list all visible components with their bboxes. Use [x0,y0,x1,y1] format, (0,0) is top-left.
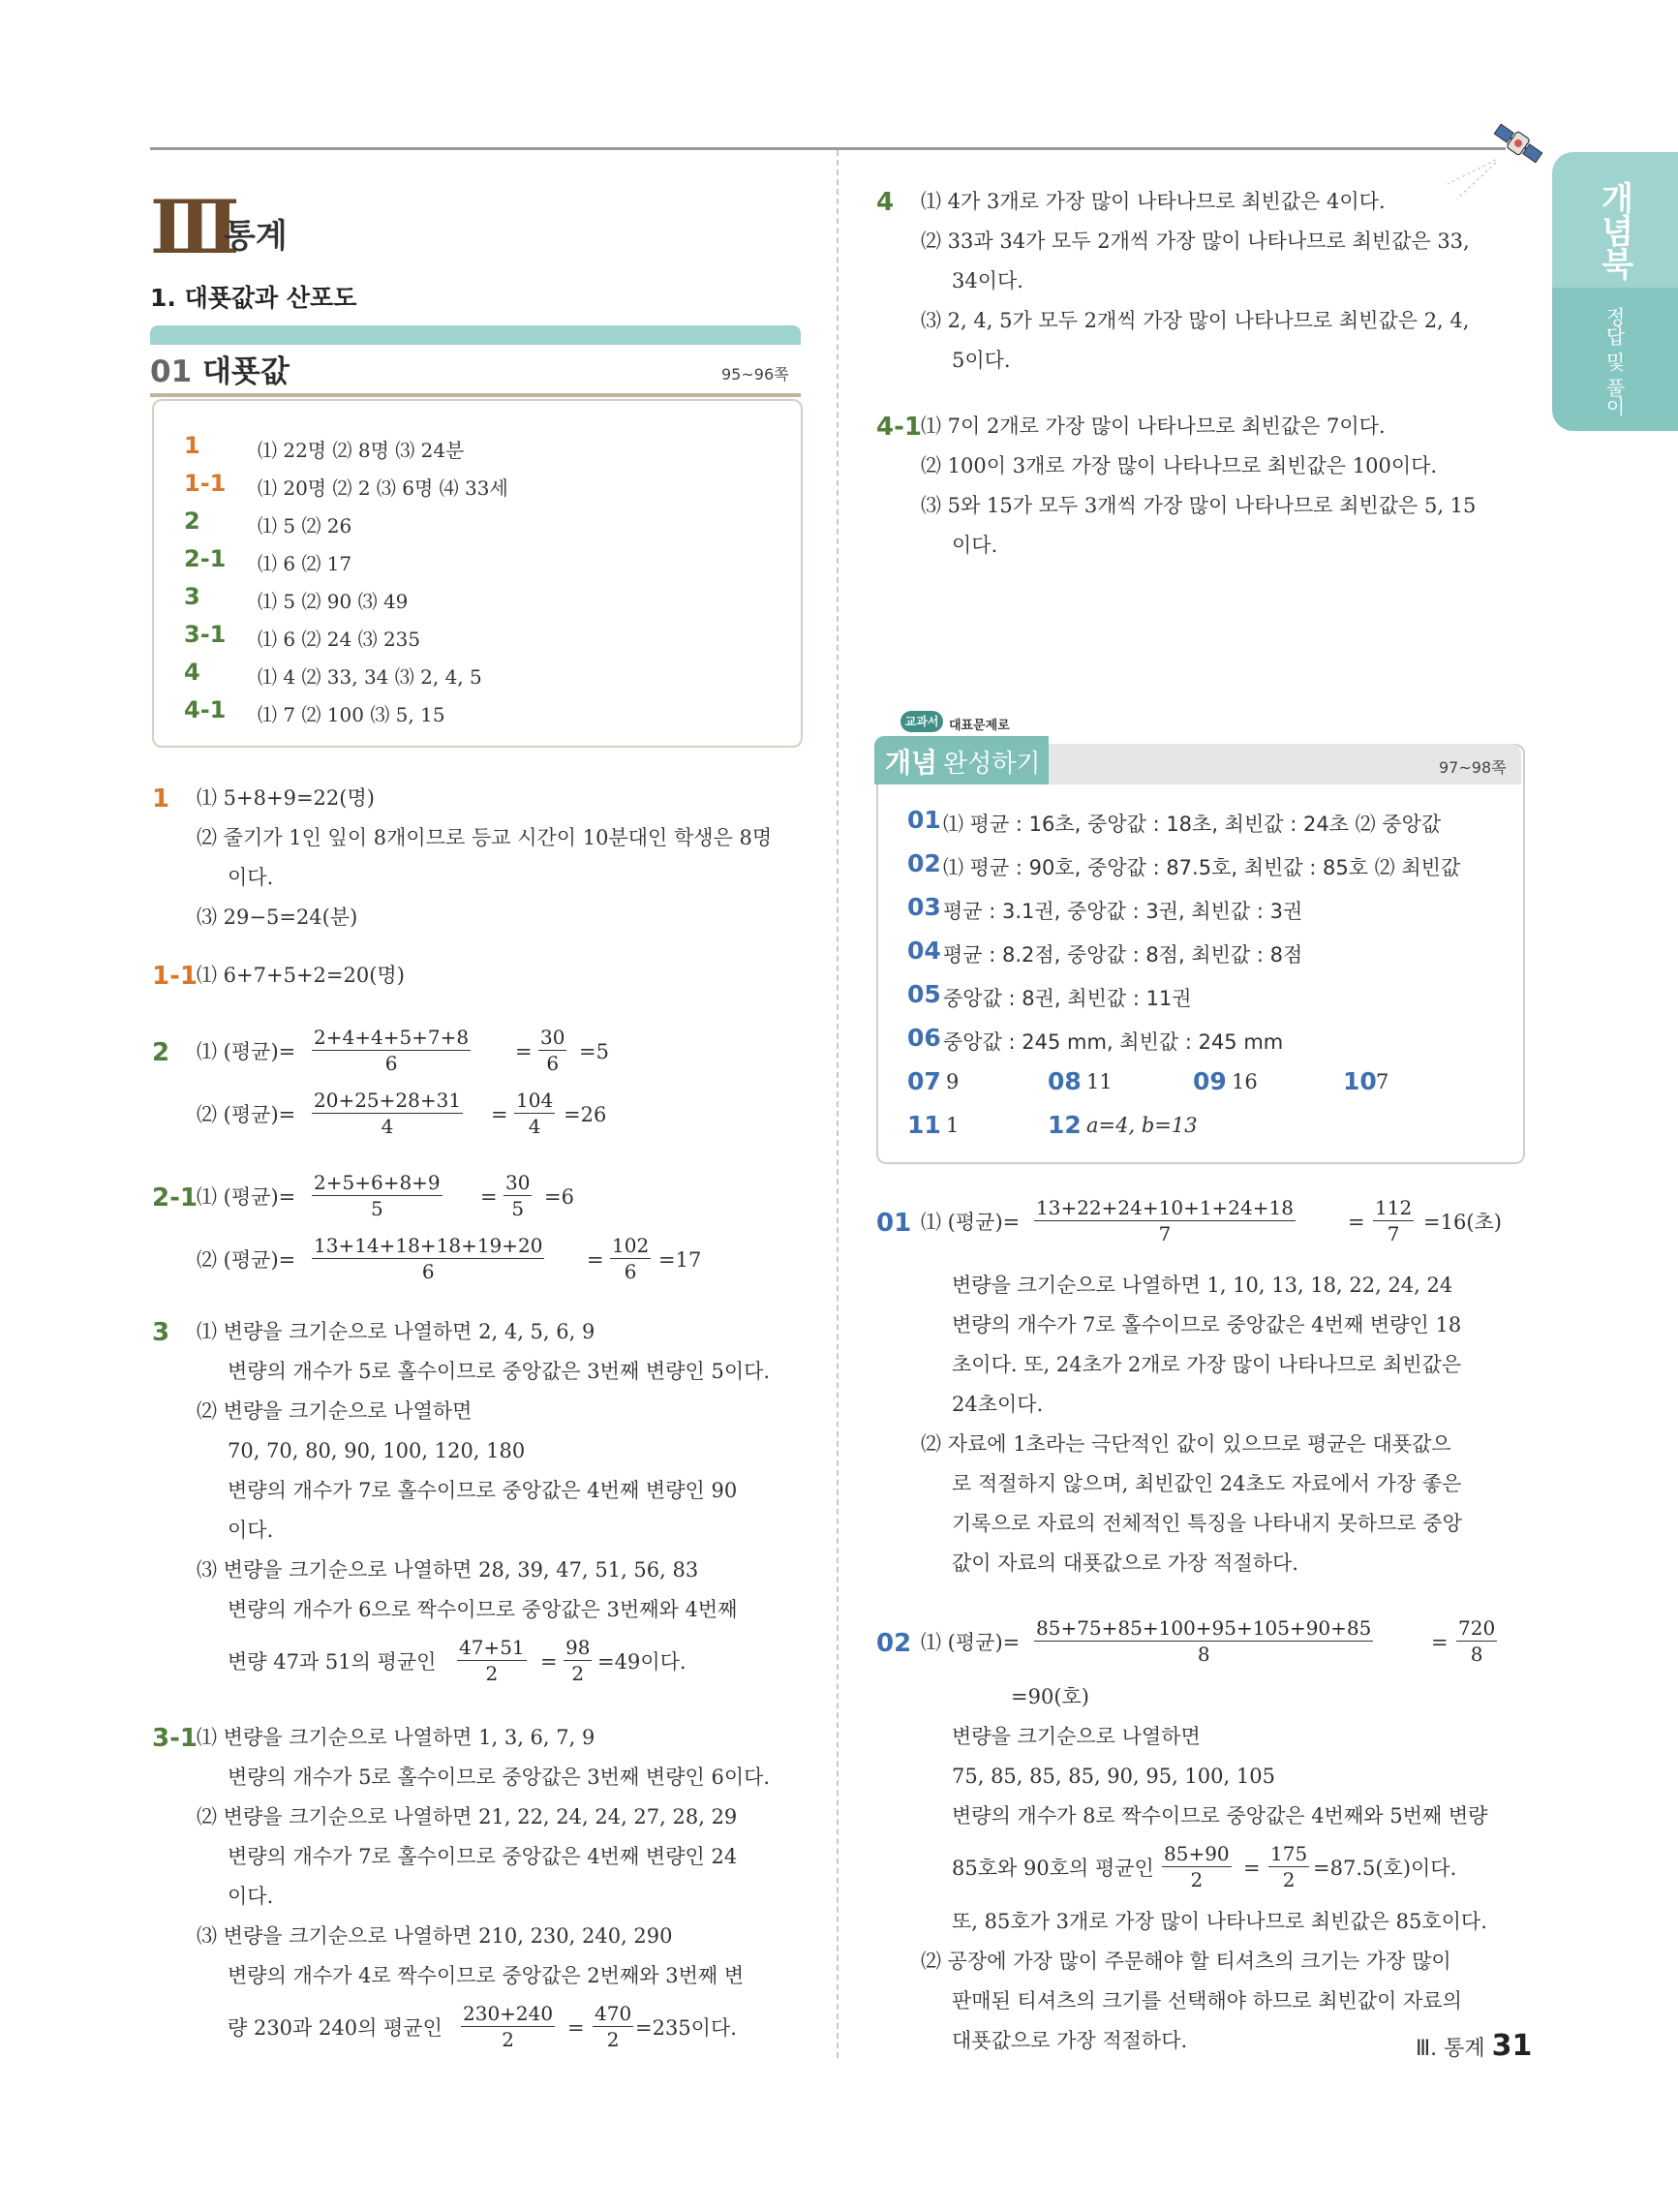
sol-num: 4-1 [876,413,922,442]
sol-text: ⑴ (평균)= [921,1211,1021,1234]
chapter-name: 통계 [224,217,288,256]
fraction: $\frac{47+51}{2}$ [459,1636,525,1685]
lesson-heading [150,347,290,390]
concept-ans: a=4, b=13 [1086,1114,1198,1137]
sol-line: 값이 자료의 대푯값으로 가장 적절하다. [952,1551,1298,1575]
concept-ans: ⑴ 평균 : 16초, 중앙값 : 18초, 최빈값 : 24초 ⑵ 중앙값 [943,813,1442,836]
sol-line: 변량의 개수가 7로 홀수이므로 중앙값은 4번째 변량인 90 [228,1479,738,1502]
concept-num: 07 [907,1067,941,1095]
sol-line: 로 적절하지 않으며, 최빈값인 24초도 자료에서 가장 좋은 [952,1472,1462,1495]
sol-line: ⑶ 변량을 크기순으로 나열하면 28, 39, 47, 51, 56, 83 [197,1558,699,1582]
concept-num: 03 [907,893,941,921]
sol-line: ⑵ 변량을 크기순으로 나열하면 21, 22, 24, 24, 27, 28, 29 [197,1805,738,1828]
fraction: $\frac{2+5+6+8+9}{5}$ [314,1171,441,1220]
sol-num: 02 [876,1629,912,1658]
key-num: 1-1 [184,470,227,497]
fraction: $\frac{175}{2}$ [1270,1842,1308,1891]
side-tab-main: 개념북 [1595,181,1633,280]
sol-text: =6 [544,1185,574,1209]
fraction: $\frac{30}{6}$ [540,1026,565,1075]
concept-ans: 11 [1086,1070,1113,1093]
sol-line: 이다. [228,1885,274,1908]
sol-text: = [540,1650,558,1674]
chapter-roman: Ⅲ [150,184,238,270]
sol-line: 변량의 개수가 8로 짝수이므로 중앙값은 4번째와 5번째 변량 [952,1804,1488,1828]
sol-line: 또, 85호가 3개로 가장 많이 나타나므로 최빈값은 85호이다. [952,1910,1487,1933]
sol-line: 변량을 크기순으로 나열하면 [952,1725,1201,1748]
key-ans: ⑴ 20명 ⑵ 2 ⑶ 6명 ⑷ 33세 [258,476,508,500]
section-title: 1. 대푯값과 산포도 [150,284,357,312]
sol-line: 34이다. [952,269,1023,292]
badge-subtitle: 대표문제로 [949,719,1010,733]
sol-line: ⑴ 변량을 크기순으로 나열하면 1, 3, 6, 7, 9 [197,1726,595,1749]
concept-ans: 중앙값 : 245 mm, 최빈값 : 245 mm [943,1030,1284,1054]
sol-text: ⑴ (평균)= [197,1185,296,1209]
lesson-band [150,325,801,345]
sol-num: 2 [152,1038,170,1067]
signal-lines-icon [1443,155,1501,203]
concept-label-2: 완성하기 [943,750,1041,779]
sol-text: ⑴ (평균)= [197,1040,296,1063]
concept-num: 11 [907,1111,941,1139]
sol-text: =5 [579,1040,609,1063]
fraction: $\frac{13+22+24+10+1+24+18}{7}$ [1036,1196,1294,1245]
fraction: $\frac{13+14+18+18+19+20}{6}$ [314,1234,543,1283]
key-num: 4-1 [184,696,227,723]
sol-text: = [491,1103,508,1126]
concept-ans: ⑴ 평균 : 90호, 중앙값 : 87.5호, 최빈값 : 85호 ⑵ 최빈값 [943,856,1461,879]
sol-text: = [587,1248,604,1272]
sol-line: 75, 85, 85, 85, 90, 95, 100, 105 [952,1765,1275,1788]
sol-line: 5이다. [952,349,1011,372]
sol-text: =87.5(호)이다. [1313,1857,1457,1880]
sol-line: 변량을 크기순으로 나열하면 1, 10, 13, 18, 22, 24, 24 [952,1274,1453,1297]
sol-num: 3 [152,1318,170,1347]
sol-line: ⑵ 자료에 1초라는 극단적인 값이 있으므로 평균은 대푯값으 [921,1432,1451,1456]
sol-text: 량 230과 240의 평균인 [228,2016,442,2040]
sol-text: =235이다. [635,2016,737,2040]
fraction: $\frac{230+240}{2}$ [463,2002,554,2051]
sol-text: = [515,1040,533,1063]
sol-line: 변량의 개수가 4로 짝수이므로 중앙값은 2번째와 3번째 변 [228,1964,745,1987]
concept-ans: 평균 : 3.1권, 중앙값 : 3권, 최빈값 : 3권 [943,900,1303,923]
sol-num: 01 [876,1209,912,1238]
column-divider [837,150,839,2058]
side-tab-sub: 정답 및 풀이 [1602,307,1626,416]
sol-text: = [1431,1631,1449,1654]
concept-ans: 중앙값 : 8권, 최빈값 : 11권 [943,987,1192,1010]
sol-line: 이다. [228,1519,274,1542]
sol-text: = [480,1185,498,1209]
sol-line: ⑵ 100이 3개로 가장 많이 나타나므로 최빈값은 100이다. [921,454,1438,477]
key-ans: ⑴ 6 ⑵ 17 [258,552,352,575]
side-tab [1552,152,1678,431]
concept-num: 12 [1048,1111,1082,1139]
sol-line: 변량의 개수가 5로 홀수이므로 중앙값은 3번째 변량인 5이다. [228,1360,771,1383]
key-ans: ⑴ 6 ⑵ 24 ⑶ 235 [258,628,421,651]
fraction: $\frac{104}{4}$ [516,1089,554,1138]
page-number: 31 [1491,2029,1533,2063]
sol-line: ⑴ 변량을 크기순으로 나열하면 2, 4, 5, 6, 9 [197,1320,595,1343]
sol-line: ⑵ 33과 34가 모두 2개씩 가장 많이 나타나므로 최빈값은 33, [921,230,1470,253]
lesson-number: 01 [150,354,193,389]
key-ans: ⑴ 5 ⑵ 90 ⑶ 49 [258,590,409,613]
fraction: $\frac{720}{8}$ [1458,1616,1496,1666]
sol-text: =26 [564,1103,607,1126]
key-ans: ⑴ 5 ⑵ 26 [258,514,352,538]
sol-num: 2-1 [152,1183,198,1213]
concept-ans: 1 [946,1114,960,1137]
sol-line: ⑴ 4가 3개로 가장 많이 나타나므로 최빈값은 4이다. [921,190,1386,213]
header-rule [150,147,1506,150]
sol-line: ⑵ 변량을 크기순으로 나열하면 [197,1399,473,1423]
concept-ans: 16 [1232,1070,1258,1093]
sol-line: 대푯값으로 가장 적절하다. [952,2029,1188,2052]
key-num: 3 [184,583,200,610]
sol-line: ⑴ 7이 2개로 가장 많이 나타나므로 최빈값은 7이다. [921,415,1386,438]
sol-text: = [1243,1857,1261,1880]
sol-text: 변량 47과 51의 평균인 [228,1650,437,1674]
key-ans: ⑴ 22명 ⑵ 8명 ⑶ 24분 [258,439,465,462]
concept-num: 05 [907,980,941,1008]
fraction: $\frac{102}{6}$ [612,1234,650,1283]
fraction: $\frac{112}{7}$ [1375,1196,1413,1245]
sol-text: 85호와 90호의 평균인 [952,1857,1154,1880]
sol-text: = [567,2016,585,2040]
key-ans: ⑴ 4 ⑵ 33, 34 ⑶ 2, 4, 5 [258,665,482,689]
sol-text: ⑵ (평균)= [197,1248,296,1272]
key-ans: ⑴ 7 ⑵ 100 ⑶ 5, 15 [258,703,445,726]
fraction: $\frac{20+25+28+31}{4}$ [314,1089,462,1138]
sol-line: ⑵ 줄기가 1인 잎이 8개이므로 등교 시간이 10분대인 학생은 8명 [197,826,773,849]
sol-line: ⑶ 2, 4, 5가 모두 2개씩 가장 많이 나타나므로 최빈값은 2, 4, [921,309,1470,332]
concept-num: 02 [907,849,941,877]
fraction: $\frac{85+90}{2}$ [1164,1842,1230,1891]
sol-line: ⑴ 6+7+5+2=20(명) [197,964,405,987]
sol-num: 4 [876,188,895,217]
sol-num: 1-1 [152,962,198,991]
concept-num: 08 [1048,1067,1082,1095]
sol-line: ⑶ 5와 15가 모두 3개씩 가장 많이 나타나므로 최빈값은 5, 15 [921,494,1477,517]
sol-text: = [1348,1211,1365,1234]
chapter-title [150,184,288,270]
concept-num: 06 [907,1024,941,1052]
concept-num: 10 [1343,1067,1377,1095]
concept-pages: 97~98쪽 [1439,758,1507,777]
sol-line: 변량의 개수가 6으로 짝수이므로 중앙값은 3번째와 4번째 [228,1598,738,1621]
key-num: 1 [184,432,200,459]
sol-line: =90(호) [1011,1685,1089,1708]
concept-ans: 7 [1376,1070,1389,1093]
key-num: 2-1 [184,545,227,572]
sol-num: 3-1 [152,1724,198,1753]
textbook-badge: 교과서 [900,711,943,732]
sol-line: ⑶ 변량을 크기순으로 나열하면 210, 230, 240, 290 [197,1924,673,1948]
sol-line: 70, 70, 80, 90, 100, 120, 180 [228,1439,526,1462]
concept-label-1: 개념 [885,747,938,779]
sol-num: 1 [152,784,170,814]
sol-line: ⑵ 공장에 가장 많이 주문해야 할 티셔츠의 크기는 가장 많이 [921,1950,1451,1973]
sol-line: ⑶ 29−5=24(분) [197,906,358,929]
lesson-underline [150,393,801,397]
sol-text: =49이다. [597,1650,686,1674]
sol-line: 이다. [228,866,274,889]
sol-line: 24초이다. [952,1393,1044,1416]
key-num: 3-1 [184,621,227,648]
answer-key-box [152,399,803,748]
sol-line: 이다. [952,534,998,557]
fraction: $\frac{98}{2}$ [565,1636,591,1685]
fraction: $\frac{470}{2}$ [595,2002,632,2051]
page-footer [1416,2029,1532,2063]
sol-line: 변량의 개수가 7로 홀수이므로 중앙값은 4번째 변량인 18 [952,1313,1462,1336]
sol-line: 기록으로 자료의 전체적인 특징을 나타내지 못하므로 중앙 [952,1512,1462,1535]
concept-num: 09 [1193,1067,1227,1095]
fraction: $\frac{30}{5}$ [505,1171,531,1220]
sol-text: =16(초) [1423,1211,1502,1234]
concept-num: 04 [907,937,941,965]
sol-text: ⑴ (평균)= [921,1631,1021,1654]
concept-num: 01 [907,806,941,834]
fraction: $\frac{2+4+4+5+7+8}{6}$ [314,1026,470,1075]
sol-text: ⑵ (평균)= [197,1103,296,1126]
lesson-pages: 95~96쪽 [721,365,789,384]
concept-ans: 평균 : 8.2점, 중앙값 : 8점, 최빈값 : 8점 [943,943,1303,967]
key-num: 2 [184,507,200,535]
sol-text: =17 [658,1248,702,1272]
sol-line: 판매된 티셔츠의 크기를 선택해야 하므로 최빈값이 자료의 [952,1989,1462,2012]
sol-line: ⑴ 5+8+9=22(명) [197,786,375,810]
footer-chapter: Ⅲ. 통계 [1416,2037,1485,2061]
sol-line: 변량의 개수가 5로 홀수이므로 중앙값은 3번째 변량인 6이다. [228,1766,771,1789]
concept-ans: 9 [946,1070,960,1093]
key-num: 4 [184,659,200,686]
sol-line: 변량의 개수가 7로 홀수이므로 중앙값은 4번째 변량인 24 [228,1845,738,1868]
lesson-title: 대푯값 [201,354,290,389]
fraction: $\frac{85+75+85+100+95+105+90+85}{8}$ [1036,1616,1372,1666]
sol-line: 초이다. 또, 24초가 2개로 가장 많이 나타나므로 최빈값은 [952,1353,1462,1376]
